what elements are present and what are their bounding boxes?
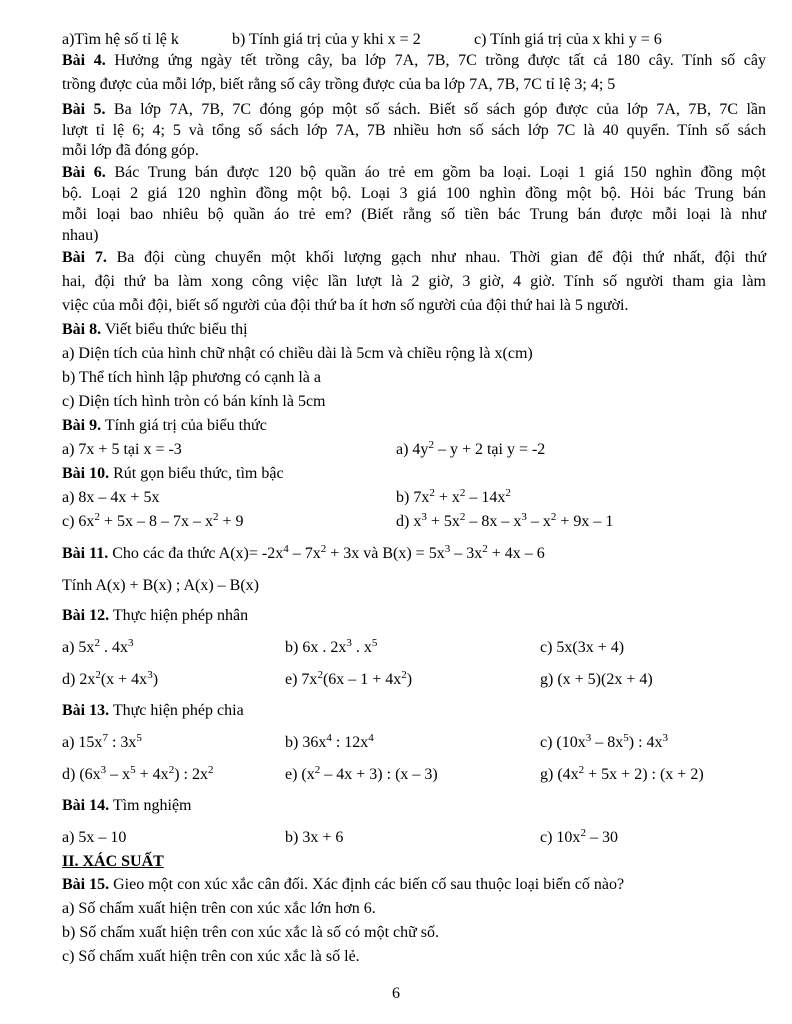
- bai8-title: Bài 8. Viết biểu thức biểu thị: [62, 321, 248, 338]
- bai12-row2: [62, 670, 766, 690]
- bai13-row2: [62, 765, 766, 785]
- bai14-row: [62, 828, 766, 848]
- bai12-a: a) $5x^2$ . $4x^3$: [62, 637, 134, 656]
- bai12-title: Bài 12. Thực hiện phép nhân: [62, 607, 249, 624]
- bai4-line2: trồng được của mỗi lớp, biết rằng số cây trồng được của ba lớp 7A, 7B, 7C tỉ lệ 3; 4; 5: [62, 76, 616, 93]
- bai13-g: g) $(4x^2 + 5x + 2)$ : (x + 2): [540, 764, 704, 783]
- bai14-a: a) 5x – 10: [62, 829, 127, 846]
- bai9-b: a) $4y^2 - y + 2$ tại y = -2: [396, 439, 546, 458]
- item-line-top: [62, 30, 766, 50]
- bai15-b: b) Số chấm xuất hiện trên con xúc xắc là số có một chữ số.: [62, 924, 440, 941]
- bai8-a: a) Diện tích của hình chữ nhật có chiều dài là 5cm và chiều rộng là x(cm): [62, 345, 533, 362]
- bai8-c: c) Diện tích hình tròn có bán kính là 5cm: [62, 393, 326, 410]
- bai12-row1: [62, 638, 766, 658]
- bai14-b: b) 3x + 6: [285, 829, 344, 846]
- bai14-c: c) $10x^2 - 30$: [540, 827, 618, 846]
- bai10-b: b) $7x^2 + x^2 - 14x^2$: [396, 487, 511, 506]
- bai10-c: c) $6x^2 + 5x - 8 - 7x - x^2 + 9$: [62, 511, 244, 530]
- bai15-a: a) Số chấm xuất hiện trên con xúc xắc lớn hơn 6.: [62, 900, 376, 917]
- item-a: a)Tìm hệ số tỉ lệ k: [62, 31, 179, 48]
- bai9-title: Bài 9. Tính giá trị của biểu thức: [62, 417, 267, 434]
- bai5-line3: mỗi lớp đã đóng góp.: [62, 142, 199, 159]
- item-b: b) Tính giá trị của y khi x = 2: [232, 31, 421, 48]
- bai4-line1: Bài 4. Hưởng ứng ngày tết trồng cây, ba lớp 7A, 7B, 7C trồng được tất cả 180 cây. Tính số cây: [62, 52, 766, 69]
- bai13-e: e) $(x^2 - 4x + 3)$ : (x – 3): [285, 764, 438, 783]
- bai6-line4: nhau): [62, 227, 99, 244]
- bai7-line2: hai, đội thứ ba làm xong công việc lần lượt là 2 giờ, 3 giờ, 4 giờ. Tính số người tham gia làm: [62, 273, 766, 290]
- bai10-d: d) $x^3 + 5x^2 - 8x - x^3 - x^2 + 9x - 1$: [396, 511, 614, 530]
- bai13-row1: [62, 733, 766, 753]
- bai10-title: Bài 10. Rút gọn biểu thức, tìm bậc: [62, 465, 284, 482]
- bai7-line1: Bài 7. Ba đội cùng chuyển một khối lượng gạch như nhau. Thời gian để đội thứ nhất, đội thứ: [62, 249, 766, 266]
- bai12-b: b) 6x . $2x^3$ . $x^5$: [285, 637, 378, 656]
- bai11-title: Bài 11. Cho các đa thức $A(x)= -2x^4 - 7x^2 + 3x$ và $B(x) = 5x^3 - 3x^2 + 4x - 6$: [62, 543, 545, 562]
- bai13-c: c) $(10x^3 - 8x^5)$ : $4x^3$: [540, 732, 669, 751]
- page-number: 6: [392, 985, 400, 1002]
- bai10-row1: [62, 488, 766, 508]
- bai7-line3: việc của mỗi đội, biết số người của đội thứ ba ít hơn số người của đội thứ hai là 5 người.: [62, 297, 629, 314]
- bai6-line2: bộ. Loại 2 giá 120 nghìn đồng một bộ. Loại 3 giá 100 nghìn đồng một bộ. Hỏi bác Trung bán: [62, 185, 766, 202]
- bai13-a: a) $15x^7$ : $3x^5$: [62, 732, 142, 751]
- bai11-task: Tính A(x) + B(x) ; A(x) – B(x): [62, 577, 259, 594]
- bai10-a: a) 8x – 4x + 5x: [62, 489, 160, 506]
- bai5-line2: lượt tỉ lệ 6; 4; 5 và tổng số sách lớp 7A, 7B nhiều hơn số sách lớp 7C là 40 quyển. Tính số sách: [62, 122, 766, 139]
- section-heading: II. XÁC SUẤT: [62, 853, 164, 870]
- bai5-line1: Bài 5. Ba lớp 7A, 7B, 7C đóng góp một số sách. Biết số sách góp được của lớp 7A, 7B, 7C lần: [62, 101, 766, 118]
- bai14-title: Bài 14. Tìm nghiệm: [62, 797, 192, 814]
- bai12-g: g) (x + 5)(2x + 4): [540, 671, 653, 688]
- bai9-a: a) 7x + 5 tại x = -3: [62, 441, 182, 458]
- bai13-title: Bài 13. Thực hiện phép chia: [62, 702, 244, 719]
- bai12-c: c) 5x(3x + 4): [540, 639, 625, 656]
- bai12-d: d) $2x^2(x + 4x^3)$: [62, 669, 159, 688]
- bai6-line1: Bài 6. Bác Trung bán được 120 bộ quần áo trẻ em gồm ba loại. Loại 1 giá 150 nghìn đồng một: [62, 164, 767, 181]
- bai12-e: e) $7x^2(6x - 1 + 4x^2)$: [285, 669, 413, 688]
- bai8-b: b) Thể tích hình lập phương có cạnh là a: [62, 369, 321, 386]
- bai15-c: c) Số chấm xuất hiện trên con xúc xắc là số lẻ.: [62, 948, 360, 965]
- item-c: c) Tính giá trị của x khi y = 6: [474, 31, 662, 48]
- bai15-title: Bài 15. Gieo một con xúc xắc cân đối. Xác định các biến cố sau thuộc loại biến cố nào?: [62, 876, 625, 893]
- bai13-d: d) $(6x^3 - x^5 + 4x^2)$ : $2x^2$: [62, 764, 214, 783]
- bai13-b: b) $36x^4$ : $12x^4$: [285, 732, 374, 751]
- bai6-line3: mỗi loại bao nhiêu bộ quần áo trẻ em? (Biết rằng số tiền bác Trung bán được mỗi loại là như: [62, 206, 766, 223]
- bai9-items: [62, 440, 766, 460]
- bai10-row2: [62, 512, 766, 532]
